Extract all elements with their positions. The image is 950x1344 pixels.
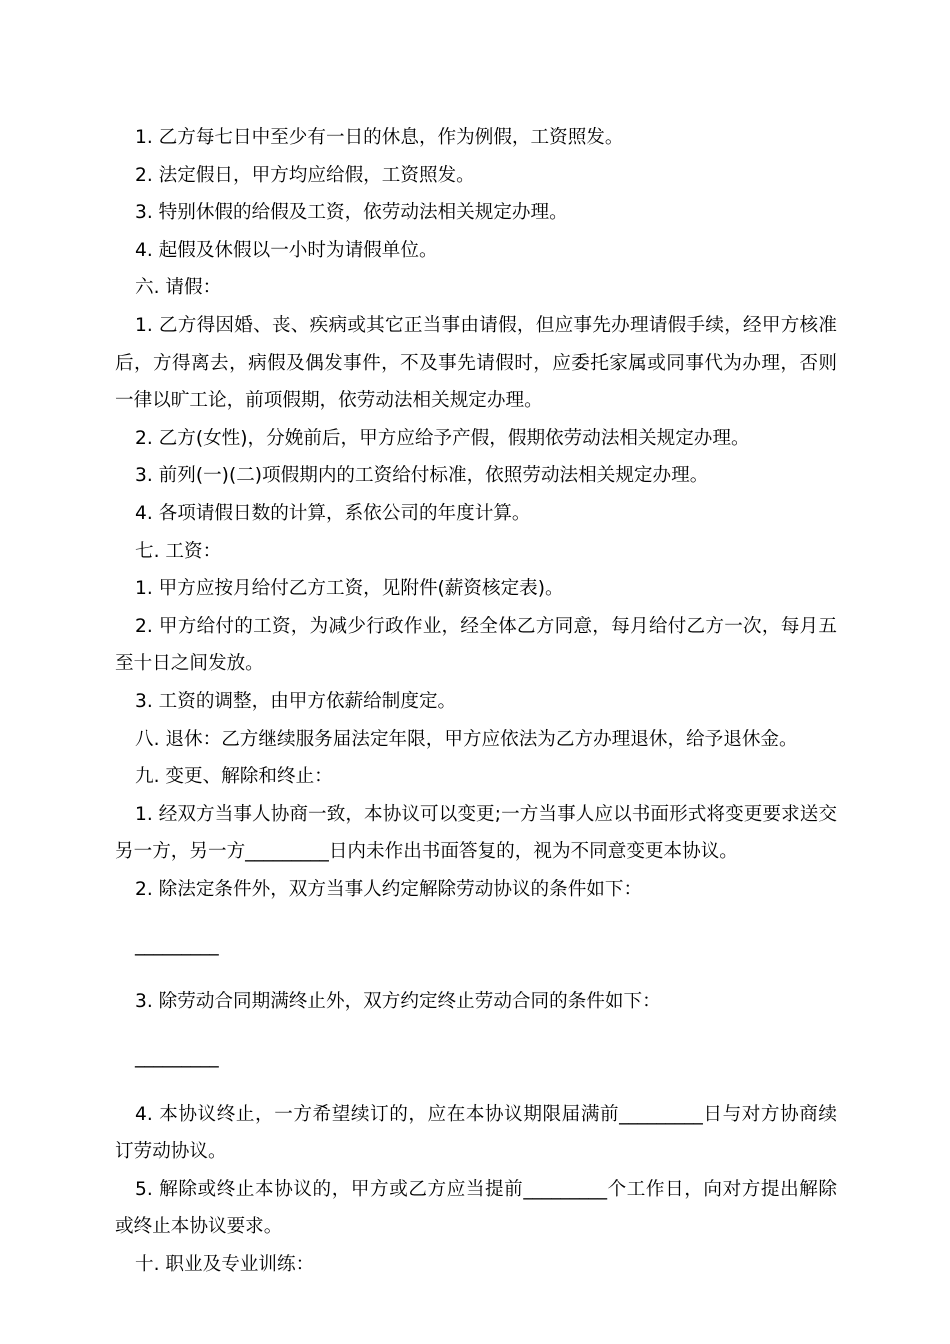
- section-heading-termination: 九. 变更、解除和终止：: [135, 766, 333, 788]
- paragraph-leave-calculation: 4. 各项请假日数的计算，系依公司的年度计算。: [135, 502, 531, 524]
- paragraph-rest-day: 1. 乙方每七日中至少有一日的休息，作为例假，工资照发。: [135, 127, 624, 148]
- paragraph-maternity-leave: 2. 乙方(女性)，分娩前后，甲方应给予产假，假期依劳动法相关规定办理。: [135, 427, 750, 449]
- paragraph-agreement-change: 1. 经双方当事人协商一致，本协议可以变更;一方当事人应以书面形式将变更要求送交另一方，另一方_________日内未作出书面答复的，视为不同意变更本协议。: [115, 803, 837, 863]
- paragraph-leave-unit: 4. 起假及休假以一小时为请假单位。: [135, 239, 438, 261]
- section-heading-training: 十. 职业及专业训练：: [135, 1254, 315, 1275]
- blank-field-termination: _________: [135, 1047, 219, 1069]
- paragraph-monthly-wages: 1. 甲方应按月给付乙方工资，见附件(薪资核定表)。: [135, 578, 564, 600]
- paragraph-wage-payment: 2. 甲方给付的工资，为减少行政作业，经全体乙方同意，每月给付乙方一次，每月五至十日之间发放。: [115, 615, 837, 675]
- blank-field-dissolution: _________: [135, 935, 219, 957]
- section-heading-wages: 七. 工资：: [135, 540, 222, 562]
- paragraph-notice-period: 5. 解除或终止本协议的，甲方或乙方应当提前_________个工作日，向对方提出解除或终止本协议要求。: [115, 1178, 837, 1238]
- document-body: [115, 119, 837, 1284]
- paragraph-legal-holidays: 2. 法定假日，甲方均应给假，工资照发。: [135, 164, 475, 186]
- paragraph-termination-conditions: 3. 除劳动合同期满终止外，双方约定终止劳动合同的条件如下：: [135, 991, 661, 1013]
- paragraph-leave-pay: 3. 前列(一)(二)项假期内的工资给付标准，依照劳动法相关规定办理。: [135, 465, 709, 487]
- section-heading-retirement: 八. 退休：乙方继续服务届法定年限，甲方应依法为乙方办理退休，给予退休金。: [135, 728, 798, 750]
- paragraph-wage-adjustment: 3. 工资的调整，由甲方依薪给制度定。: [135, 690, 457, 712]
- paragraph-special-leave: 3. 特别休假的给假及工资，依劳动法相关规定办理。: [135, 202, 568, 224]
- paragraph-dissolution-conditions: 2. 除法定条件外，双方当事人约定解除劳动协议的条件如下：: [135, 878, 643, 900]
- paragraph-leave-procedure: 1. 乙方得因婚、丧、疾病或其它正当事由请假，但应事先办理请假手续，经甲方核准后，方得离去，病假及偶发事件，不及事先请假时，应委托家属或同事代为办理，否则一律以旷工论，前项假期，依劳动法相关规定办理。: [115, 314, 837, 412]
- paragraph-renewal: 4. 本协议终止，一方希望续订的，应在本协议期限届满前_________日与对方协商续订劳动协议。: [115, 1103, 837, 1163]
- section-heading-leave: 六. 请假：: [135, 277, 222, 299]
